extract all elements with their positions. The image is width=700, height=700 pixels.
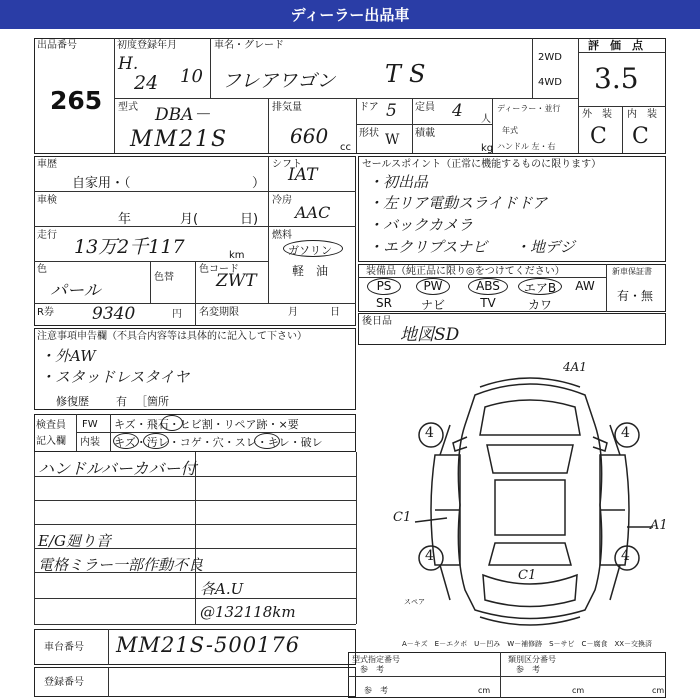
circle-pw	[416, 278, 450, 295]
int-items: キズ・汚レ・コゲ・穴・スレ・キレ・破レ	[114, 436, 323, 449]
sales-point-4: ・エクリプスナビ	[368, 238, 488, 256]
circle-ps	[367, 278, 401, 295]
inspector-label: 検査員	[36, 420, 66, 431]
equip-leather: カワ	[527, 298, 552, 312]
doors-value: 5	[386, 101, 397, 121]
repair-label: 修復歴	[56, 395, 89, 408]
spare-label: スペア	[404, 598, 425, 606]
sales-label: セールスポイント（正常に機能するものに限ります）	[362, 159, 602, 170]
color-value: パール	[50, 281, 101, 301]
load-label: 積載	[415, 128, 435, 139]
fw-label: FW	[82, 419, 98, 430]
color-code: ZWT	[216, 271, 257, 291]
inspection-day: 日)	[240, 212, 259, 227]
circle-sure	[254, 433, 280, 449]
recycle-unit: 円	[172, 309, 182, 320]
drive-2wd: 2WD	[538, 52, 562, 63]
deadline-month: 月	[288, 307, 298, 318]
damage-c1-left: C1	[393, 510, 412, 525]
mileage-value: 13万2千117	[74, 236, 185, 258]
notes-item-1: ・外AW	[40, 347, 96, 365]
score-label: 評 価 点	[588, 39, 643, 52]
equip-pw: PW	[423, 279, 443, 293]
type-spec-ref: 参 考	[360, 665, 384, 674]
inspection-label: 車検	[37, 195, 57, 206]
tire-rear-right: 4	[621, 548, 630, 564]
header-title: ディーラー出品車	[290, 6, 410, 24]
displacement-value: 660	[290, 124, 329, 148]
circle-yogore	[143, 433, 169, 449]
capacity-label: 定員	[415, 102, 435, 113]
car-name: フレアワゴン	[222, 70, 336, 92]
lot-number: 265	[50, 86, 103, 115]
chassis-label: 車台番号	[44, 642, 84, 653]
circle-abs	[468, 278, 508, 295]
recycle-label: R券	[37, 307, 54, 318]
dealer-import-label: ディーラー・並行	[497, 104, 561, 113]
fuel-diesel: 軽 油	[292, 264, 329, 278]
history-close: ）	[252, 176, 266, 191]
fuel-gasoline: ガソリン	[288, 244, 332, 257]
equip-tv: TV	[480, 296, 496, 310]
mileage-unit: km	[229, 250, 245, 261]
deadline-day: 日	[330, 307, 340, 318]
first-reg-month: 10	[180, 66, 203, 87]
interior-check-label: 内装	[80, 437, 100, 448]
dealer-year-label: 年式	[502, 126, 518, 135]
first-reg-label: 初度登録年月	[117, 40, 177, 51]
ac-value: AAC	[295, 203, 331, 222]
sales-point-3: ・バックカメラ	[368, 216, 474, 234]
drive-4wd: 4WD	[538, 77, 562, 88]
handle-label: ハンドル 左・右	[497, 142, 556, 151]
interior-label: 内 装	[627, 109, 657, 120]
car-name-label: 車名・グレード	[214, 40, 284, 51]
model-prefix: DBA－	[155, 105, 211, 125]
model-value: MM21S	[130, 127, 229, 152]
car-grade: TS	[385, 60, 434, 88]
remark-5: @132118km	[200, 603, 296, 621]
reg-label: 登録番号	[44, 677, 84, 688]
aftermarket-label: 後日品	[362, 316, 392, 327]
shift-value: IAT	[288, 165, 318, 185]
circle-kizu	[113, 433, 139, 449]
load-unit: kg	[481, 143, 494, 154]
exterior-label: 外 装	[582, 109, 612, 120]
equip-navi: ナビ	[420, 298, 445, 312]
circle-airbag	[518, 278, 562, 295]
notes-label: 注意事項申告欄（不具合内容等は具体的に記入して下さい）	[37, 331, 307, 342]
chassis-value: MM21S-500176	[116, 633, 301, 657]
shape-value: W	[385, 132, 400, 148]
equipment-label: 装備品（純正品に限り◎をつけてください）	[366, 266, 565, 277]
repair-place: ［箇所	[136, 395, 169, 408]
shift-label: シフト	[272, 159, 302, 170]
type-spec-label: 型式指定番号	[352, 655, 400, 664]
capacity-value: 4	[452, 101, 463, 121]
new-cert-label: 新車保証書	[612, 267, 652, 276]
damage-a1-right: A1	[650, 518, 668, 533]
model-label: 型式	[118, 102, 138, 113]
capacity-unit: 人	[481, 114, 491, 125]
first-reg-year: 24	[134, 72, 159, 94]
sales-point-2: ・左リア電動スライドドア	[368, 194, 548, 212]
tire-front-left: 4	[425, 425, 434, 441]
score-value: 3.5	[594, 62, 639, 95]
car-diagram	[395, 365, 670, 635]
fuel-label: 燃料	[272, 230, 292, 241]
lower-cm-2: cm	[572, 686, 585, 695]
entry-label: 記入欄	[36, 436, 66, 447]
mileage-label: 走行	[37, 230, 57, 241]
equip-sr: SR	[376, 296, 392, 310]
exterior-score: C	[590, 124, 607, 149]
remark-3: 電格ミラー一部作動不良	[38, 556, 204, 574]
notes-item-2: ・スタッドレスタイヤ	[40, 368, 190, 386]
remark-1: ハンドルバーカバー付	[38, 459, 197, 478]
color-change-label: 色替	[154, 272, 174, 283]
lower-ref-1: 参 考	[364, 686, 388, 695]
inspection-year: 年	[118, 212, 132, 227]
recycle-value: 9340	[92, 304, 136, 324]
damage-legend: A－キズ E－エクボ U－凹み W－補修跡 S－サビ C－腐食 XX－交換済	[402, 640, 653, 648]
ext-items: キズ・飛石・ヒビ割・リペア跡・×要	[114, 418, 299, 431]
history-value: 自家用・（	[72, 176, 131, 191]
lot-label: 出品番号	[37, 40, 77, 51]
equip-ps: PS	[376, 279, 392, 293]
interior-score: C	[632, 124, 649, 149]
damage-c1-center: C1	[518, 568, 537, 583]
class-spec-label: 類別区分番号	[508, 655, 556, 664]
history-label: 車歴	[37, 159, 57, 170]
aftermarket-value: 地図SD	[400, 325, 460, 345]
remark-4: 各A.U	[200, 580, 244, 598]
sales-point-5: ・地デジ	[515, 238, 575, 256]
circle-hiseki	[161, 415, 183, 431]
ac-label: 冷房	[272, 195, 292, 206]
tire-rear-left: 4	[425, 548, 434, 564]
diagram-front-label: 4A1	[563, 360, 587, 374]
remark-2: E/G廻り音	[38, 532, 111, 550]
doors-label: ドア	[359, 102, 379, 113]
fuel-circle	[283, 240, 343, 257]
equip-abs: ABS	[476, 279, 500, 293]
sales-point-1: ・初出品	[368, 173, 429, 191]
first-reg-era: H.	[118, 54, 139, 74]
class-spec-ref: 参 考	[516, 665, 540, 674]
deadline-label: 名変期限	[199, 307, 239, 318]
equip-aw: AW	[575, 279, 595, 293]
equip-airbag: エアB	[523, 281, 557, 295]
new-cert-value: 有・無	[617, 289, 654, 303]
color-code-label: 色コード	[199, 264, 239, 275]
repair-value: 有	[116, 395, 127, 408]
color-label: 色	[37, 264, 47, 275]
tire-front-right: 4	[621, 425, 630, 441]
inspection-month: 月(	[180, 212, 199, 227]
lower-cm-1: cm	[478, 686, 491, 695]
lower-cm-3: cm	[652, 686, 665, 695]
displacement-label: 排気量	[272, 102, 302, 113]
shape-label: 形状	[359, 128, 379, 139]
displacement-unit: cc	[340, 142, 351, 153]
